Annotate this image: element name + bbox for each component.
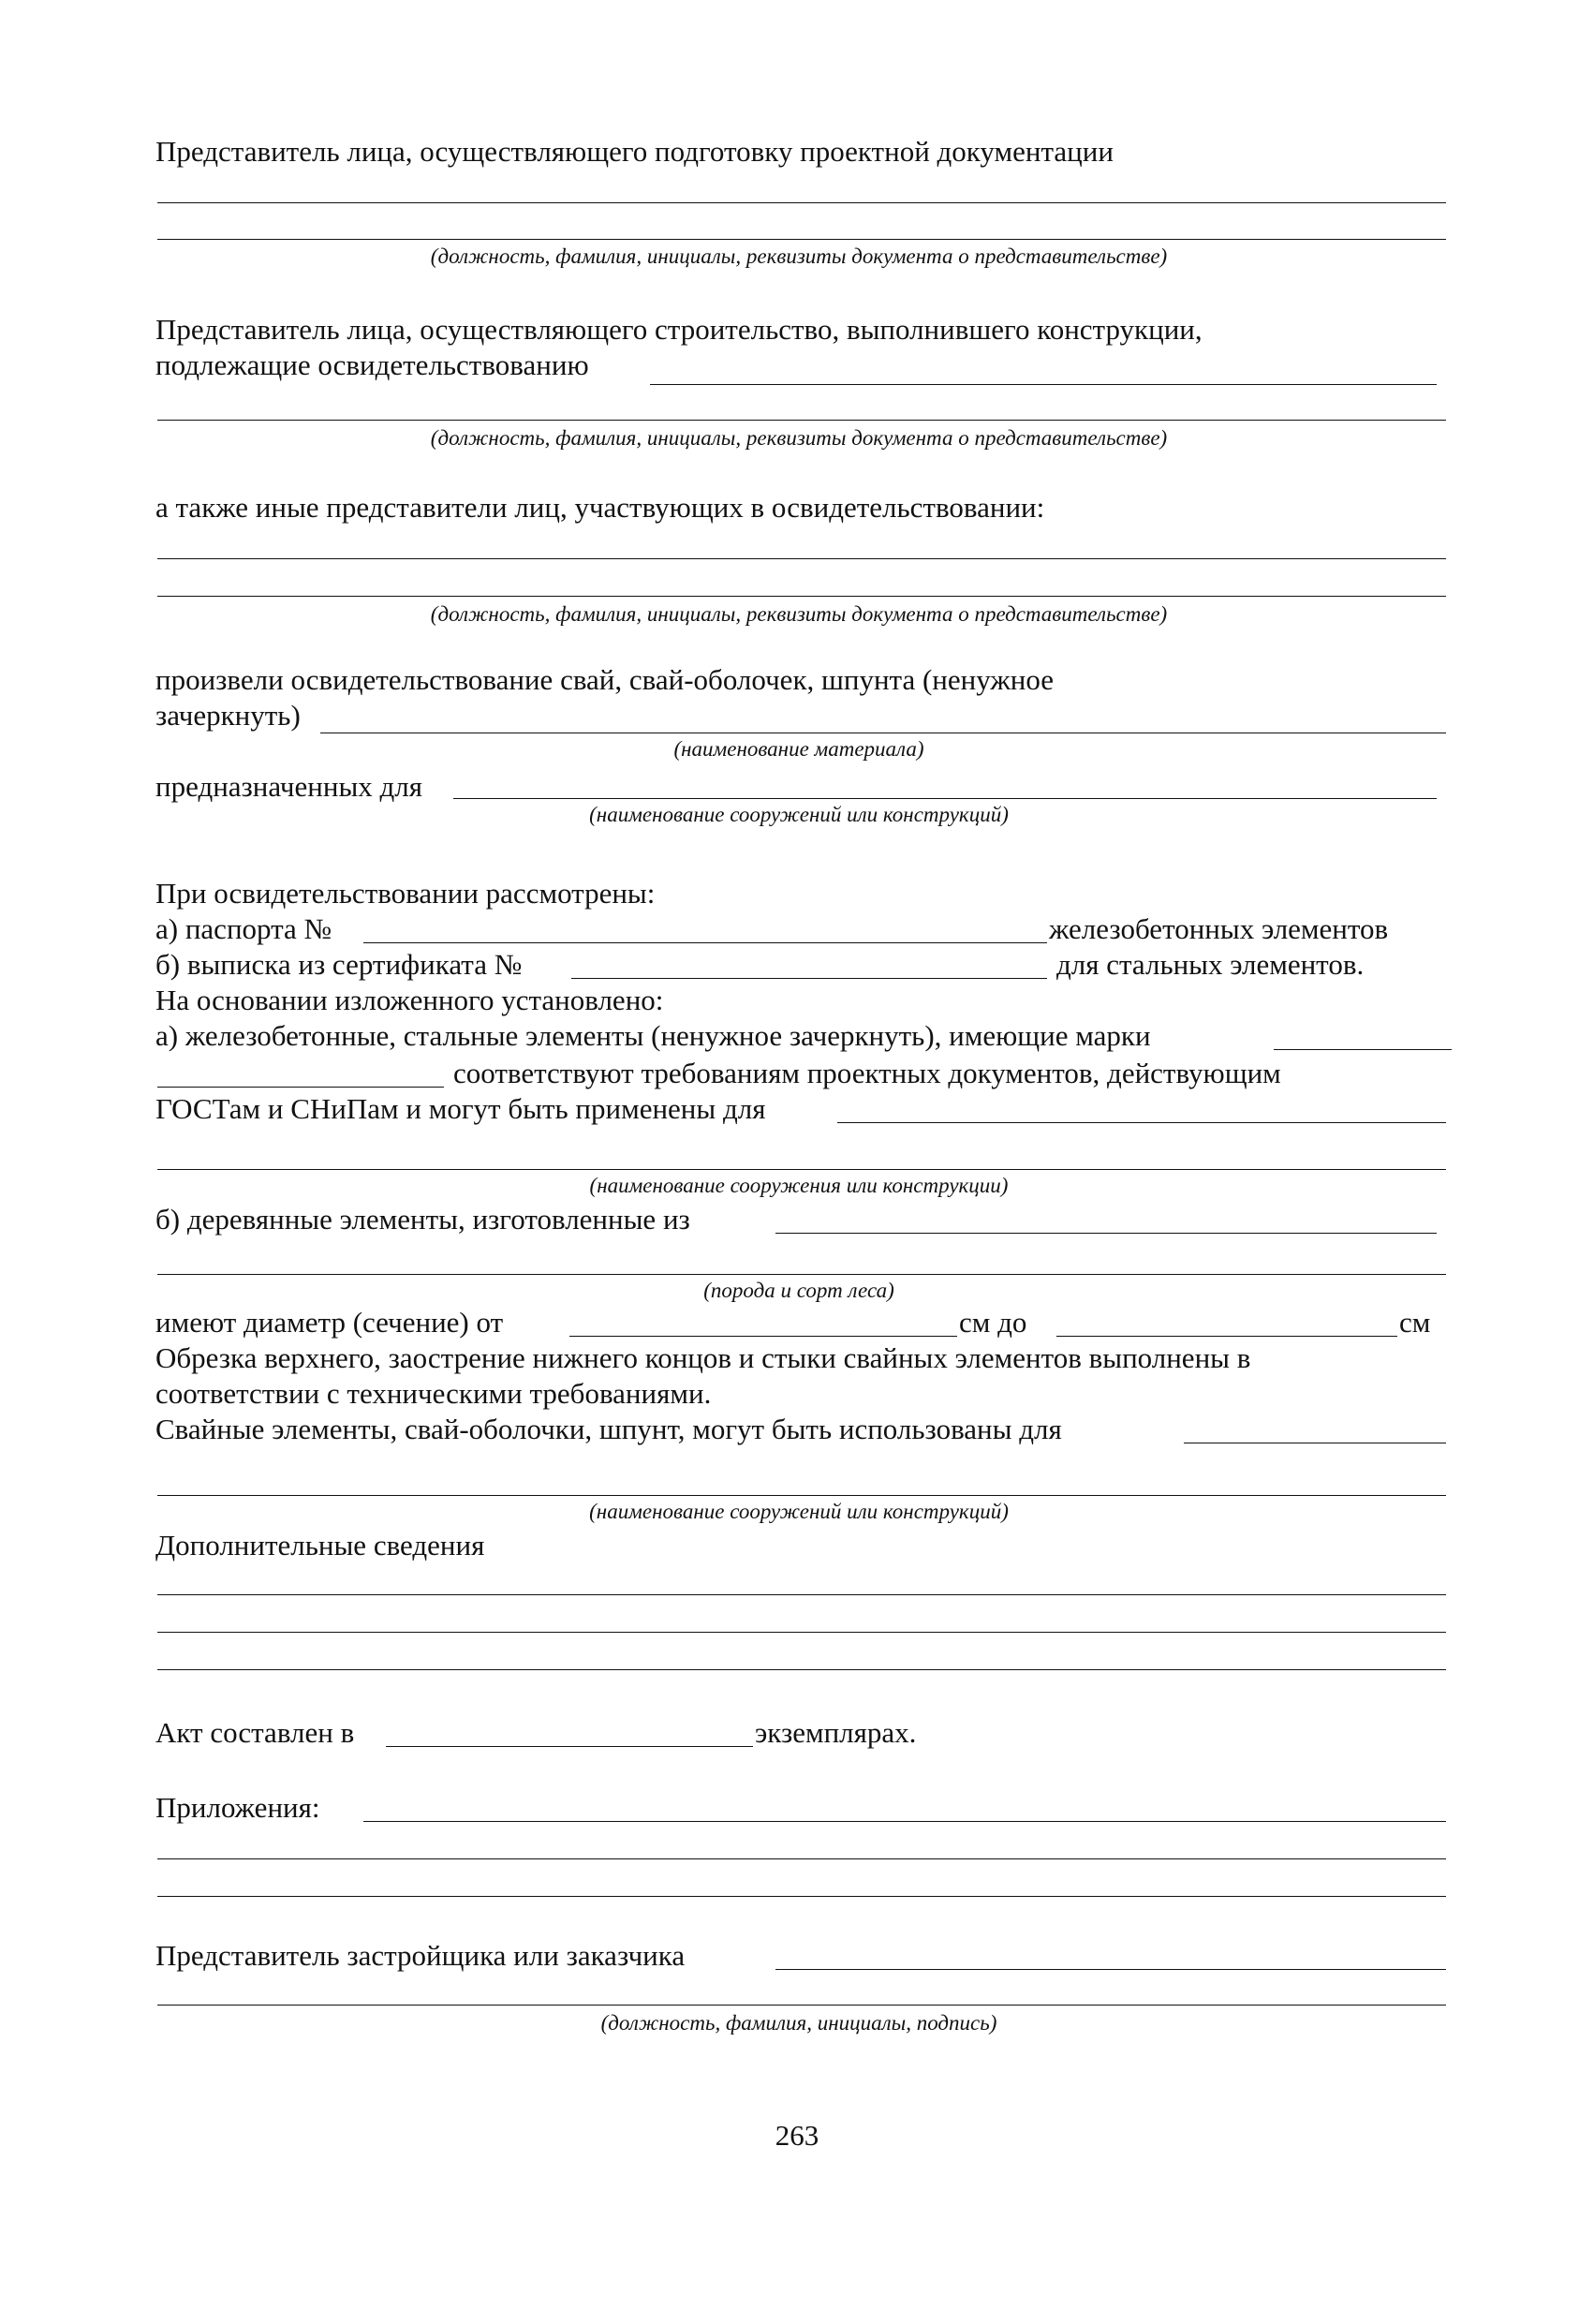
passport-label: а) паспорта № xyxy=(155,912,332,945)
additional-info-field-2[interactable] xyxy=(157,1632,1446,1633)
intended-for-label: предназначенных для xyxy=(155,770,423,803)
application-field-2[interactable] xyxy=(157,1169,1446,1170)
diameter-from-field[interactable] xyxy=(569,1336,957,1337)
passport-suffix: железобетонных элементов xyxy=(1049,912,1389,945)
project-doc-rep-field-1[interactable] xyxy=(157,202,1446,203)
inspection-text: произвели освидетельствование свай, свай-оболочек, шпунта (ненужное xyxy=(155,663,1054,696)
additional-info-field-1[interactable] xyxy=(157,1594,1446,1595)
developer-rep-caption: (должность, фамилия, инициалы, подпись) xyxy=(600,2011,997,2035)
diameter-label: имеют диаметр (сечение) от xyxy=(155,1306,504,1339)
marks-field-1[interactable] xyxy=(1274,1049,1452,1050)
additional-info-label: Дополнительные сведения xyxy=(155,1529,485,1562)
attachments-field-3[interactable] xyxy=(157,1896,1446,1897)
usage-field-2[interactable] xyxy=(157,1495,1446,1496)
other-reps-label: а также иные представители лиц, участвующих в освидетельствовании: xyxy=(155,491,1045,524)
intended-for-field[interactable] xyxy=(453,798,1437,799)
diameter-to-label: см до xyxy=(959,1306,1027,1339)
project-doc-rep-caption: (должность, фамилия, инициалы, реквизиты документа о представительстве) xyxy=(430,244,1168,268)
trimming-text-2: соответствии с техническими требованиями. xyxy=(155,1377,712,1410)
builder-rep-field-2[interactable] xyxy=(157,420,1446,421)
passport-number-field[interactable] xyxy=(363,942,1047,943)
developer-rep-field-1[interactable] xyxy=(775,1969,1446,1970)
wood-field-2[interactable] xyxy=(157,1274,1446,1275)
usage-label: Свайные элементы, свай-оболочки, шпунт, могут быть использованы для xyxy=(155,1413,1062,1445)
application-caption: (наименование сооружения или конструкции) xyxy=(589,1174,1009,1197)
builder-rep-field-1[interactable] xyxy=(650,384,1437,385)
project-doc-rep-label: Представитель лица, осуществляющего подготовку проектной документации xyxy=(155,135,1114,168)
attachments-label: Приложения: xyxy=(155,1791,320,1824)
marks-field-2[interactable] xyxy=(157,1087,444,1088)
builder-rep-label-2: подлежащие освидетельствованию xyxy=(155,348,589,381)
established-heading: На основании изложенного установлено: xyxy=(155,984,664,1016)
application-field-1[interactable] xyxy=(837,1122,1446,1123)
attachments-field-2[interactable] xyxy=(157,1858,1446,1859)
material-caption: (наименование материала) xyxy=(673,737,924,761)
intended-for-caption: (наименование сооружений или конструкций) xyxy=(589,803,1009,826)
builder-rep-label: Представитель лица, осуществляющего строительство, выполнившего конструкции, xyxy=(155,313,1203,346)
trimming-text: Обрезка верхнего, заострение нижнего концов и стыки свайных элементов выполнены в xyxy=(155,1341,1251,1374)
other-reps-field-2[interactable] xyxy=(157,596,1446,597)
wood-label: б) деревянные элементы, изготовленные из xyxy=(155,1203,690,1236)
certificate-label: б) выписка из сертификата № xyxy=(155,948,523,981)
concrete-elements-text: а) железобетонные, стальные элементы (ненужное зачеркнуть), имеющие марки xyxy=(155,1019,1151,1052)
usage-caption: (наименование сооружений или конструкций) xyxy=(589,1500,1009,1523)
wood-caption: (порода и сорт леса) xyxy=(703,1279,894,1302)
project-doc-rep-field-2[interactable] xyxy=(157,239,1446,240)
conformity-text: соответствуют требованиям проектных документов, действующим xyxy=(453,1057,1281,1089)
reviewed-heading: При освидетельствовании рассмотрены: xyxy=(155,877,656,910)
additional-info-field-3[interactable] xyxy=(157,1669,1446,1670)
other-reps-caption: (должность, фамилия, инициалы, реквизиты документа о представительстве) xyxy=(430,602,1168,626)
certificate-suffix: для стальных элементов. xyxy=(1056,948,1365,981)
page-number: 263 xyxy=(775,2119,819,2152)
inspection-text-2: зачеркнуть) xyxy=(155,699,301,732)
gost-text: ГОСТам и СНиПам и могут быть применены для xyxy=(155,1092,766,1125)
certificate-number-field[interactable] xyxy=(571,978,1047,979)
diameter-unit: см xyxy=(1399,1306,1431,1339)
wood-field-1[interactable] xyxy=(775,1233,1437,1234)
developer-rep-label: Представитель застройщика или заказчика xyxy=(155,1939,686,1972)
developer-rep-field-2[interactable] xyxy=(157,2005,1446,2006)
diameter-to-field[interactable] xyxy=(1056,1336,1397,1337)
other-reps-field-1[interactable] xyxy=(157,558,1446,559)
copies-field[interactable] xyxy=(386,1746,753,1747)
builder-rep-caption: (должность, фамилия, инициалы, реквизиты документа о представительстве) xyxy=(430,426,1168,450)
attachments-field-1[interactable] xyxy=(363,1821,1446,1822)
copies-label: Акт составлен в xyxy=(155,1716,355,1749)
copies-suffix: экземплярах. xyxy=(755,1716,917,1749)
